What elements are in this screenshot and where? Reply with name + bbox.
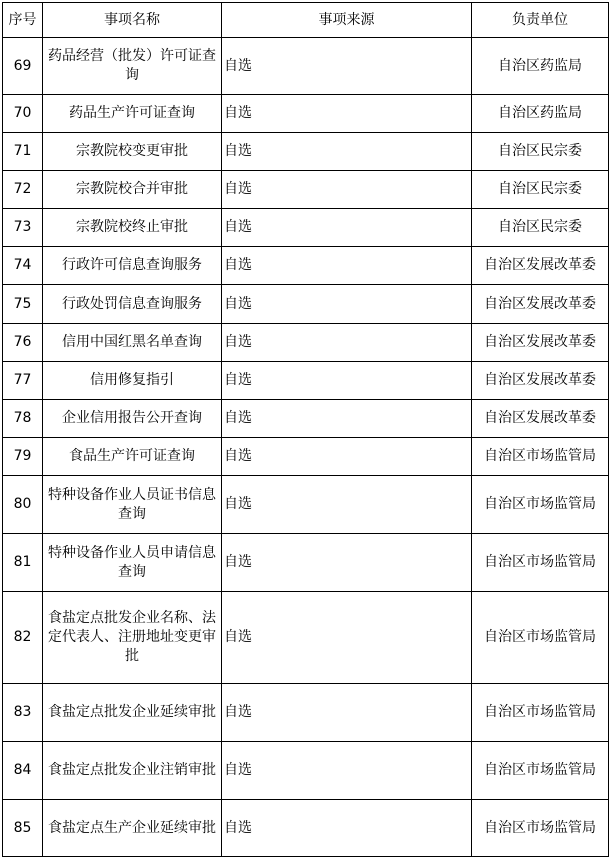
- serial-cell: 75: [3, 285, 43, 324]
- table-row: [3, 285, 609, 324]
- serial-cell: 83: [3, 684, 43, 742]
- item-name-cell: 宗教院校终止审批: [43, 209, 222, 247]
- item-source-cell: 自选: [222, 209, 472, 247]
- responsible-unit-cell: 自治区市场监管局: [472, 592, 609, 684]
- item-source-cell: 自选: [222, 742, 472, 800]
- item-source-cell: 自选: [222, 362, 472, 400]
- responsible-unit-cell: 自治区市场监管局: [472, 534, 609, 592]
- item-name-cell: 信用中国红黑名单查询: [43, 324, 222, 362]
- table-row: [3, 476, 609, 534]
- responsible-unit-cell: 自治区市场监管局: [472, 742, 609, 800]
- responsible-unit-cell: 自治区发展改革委: [472, 324, 609, 362]
- serial-cell: 85: [3, 800, 43, 857]
- table-row: [3, 362, 609, 400]
- table-row: [3, 95, 609, 133]
- table-row: [3, 247, 609, 285]
- responsible-unit-cell: 自治区发展改革委: [472, 285, 609, 324]
- table-row: [3, 38, 609, 95]
- responsible-unit-cell: 自治区药监局: [472, 38, 609, 95]
- serial-cell: 82: [3, 592, 43, 684]
- item-name-cell: 行政许可信息查询服务: [43, 247, 222, 285]
- table-row: [3, 534, 609, 592]
- table-row: [3, 400, 609, 438]
- item-name-cell: 特种设备作业人员证书信息查询: [43, 476, 222, 534]
- serial-cell: 80: [3, 476, 43, 534]
- item-name-cell: 食盐定点批发企业延续审批: [43, 684, 222, 742]
- serial-cell: 81: [3, 534, 43, 592]
- item-source-cell: 自选: [222, 95, 472, 133]
- item-source-cell: 自选: [222, 476, 472, 534]
- header-item-name: 事项名称: [43, 3, 222, 38]
- item-source-cell: 自选: [222, 534, 472, 592]
- responsible-unit-cell: 自治区民宗委: [472, 171, 609, 209]
- serial-cell: 71: [3, 133, 43, 171]
- item-source-cell: 自选: [222, 171, 472, 209]
- responsible-unit-cell: 自治区发展改革委: [472, 362, 609, 400]
- responsible-unit-cell: 自治区发展改革委: [472, 400, 609, 438]
- item-name-cell: 企业信用报告公开查询: [43, 400, 222, 438]
- serial-cell: 76: [3, 324, 43, 362]
- item-source-cell: 自选: [222, 592, 472, 684]
- table-row: [3, 592, 609, 684]
- item-name-cell: 食盐定点生产企业延续审批: [43, 800, 222, 857]
- responsible-unit-cell: 自治区市场监管局: [472, 684, 609, 742]
- responsible-unit-cell: 自治区民宗委: [472, 133, 609, 171]
- item-name-cell: 食盐定点批发企业注销审批: [43, 742, 222, 800]
- table-row: [3, 171, 609, 209]
- serial-cell: 84: [3, 742, 43, 800]
- serial-cell: 79: [3, 438, 43, 476]
- item-source-cell: 自选: [222, 800, 472, 857]
- item-name-cell: 宗教院校合并审批: [43, 171, 222, 209]
- item-name-cell: 食盐定点批发企业名称、法定代表人、注册地址变更审批: [43, 592, 222, 684]
- table-body: [3, 38, 609, 857]
- table-row: [3, 209, 609, 247]
- header-responsible-unit: 负责单位: [472, 3, 609, 38]
- responsible-unit-cell: 自治区药监局: [472, 95, 609, 133]
- serial-cell: 77: [3, 362, 43, 400]
- header-item-source: 事项来源: [222, 3, 472, 38]
- responsible-unit-cell: 自治区民宗委: [472, 209, 609, 247]
- item-source-cell: 自选: [222, 133, 472, 171]
- item-source-cell: 自选: [222, 285, 472, 324]
- responsible-unit-cell: 自治区市场监管局: [472, 476, 609, 534]
- item-name-cell: 行政处罚信息查询服务: [43, 285, 222, 324]
- item-name-cell: 药品经营（批发）许可证查询: [43, 38, 222, 95]
- header-serial: 序号: [3, 3, 43, 38]
- item-name-cell: 信用修复指引: [43, 362, 222, 400]
- item-source-cell: 自选: [222, 400, 472, 438]
- serial-cell: 70: [3, 95, 43, 133]
- item-source-cell: 自选: [222, 247, 472, 285]
- serial-cell: 72: [3, 171, 43, 209]
- table-row: [3, 800, 609, 857]
- item-source-cell: 自选: [222, 684, 472, 742]
- item-name-cell: 食品生产许可证查询: [43, 438, 222, 476]
- matters-table: [2, 2, 609, 857]
- table-row: [3, 324, 609, 362]
- header-row: [3, 3, 609, 38]
- item-source-cell: 自选: [222, 324, 472, 362]
- responsible-unit-cell: 自治区市场监管局: [472, 438, 609, 476]
- responsible-unit-cell: 自治区发展改革委: [472, 247, 609, 285]
- item-name-cell: 药品生产许可证查询: [43, 95, 222, 133]
- serial-cell: 73: [3, 209, 43, 247]
- item-source-cell: 自选: [222, 38, 472, 95]
- item-name-cell: 特种设备作业人员申请信息查询: [43, 534, 222, 592]
- item-name-cell: 宗教院校变更审批: [43, 133, 222, 171]
- table-row: [3, 742, 609, 800]
- serial-cell: 74: [3, 247, 43, 285]
- table-row: [3, 133, 609, 171]
- serial-cell: 78: [3, 400, 43, 438]
- responsible-unit-cell: 自治区市场监管局: [472, 800, 609, 857]
- serial-cell: 69: [3, 38, 43, 95]
- table-row: [3, 438, 609, 476]
- table-row: [3, 684, 609, 742]
- item-source-cell: 自选: [222, 438, 472, 476]
